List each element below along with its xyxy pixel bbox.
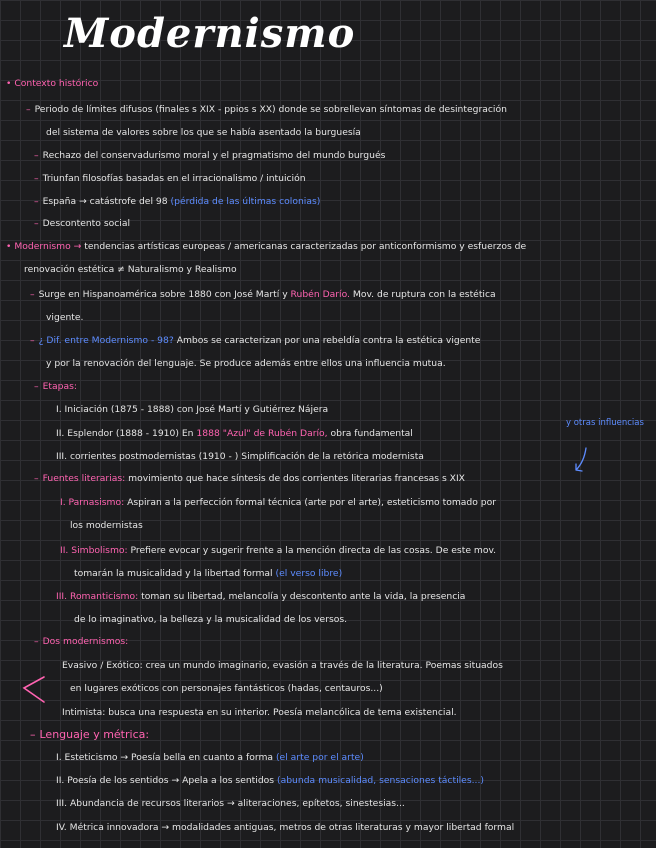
dash-icon: – <box>26 104 31 115</box>
dos-evasivo-cont: en lugares exóticos con personajes fantásticos (hadas, centauros...) <box>70 683 383 694</box>
dos-heading: – Dos modernismos: <box>34 636 129 647</box>
contexto-item: – España → catástrofe del 98 (pérdida de las últimas colonias) <box>34 196 321 207</box>
contexto-heading: • Contexto histórico <box>6 78 99 89</box>
contexto-item-cont: del sistema de valores sobre los que se había asentado la burguesía <box>46 127 361 138</box>
dash-icon: – <box>34 636 39 647</box>
contexto-item: – Rechazo del conservadurismo moral y el pragmatismo del mundo burgués <box>34 150 386 161</box>
parnasismo-cont: los modernistas <box>70 520 143 531</box>
contexto-item: – Periodo de límites difusos (finales s XIX - ppios s XX) donde se sobrellevan síntomas de desintegración <box>26 104 507 115</box>
modernismo-dif-cont: y por la renovación del lenguaje. Se produce además entre ellos una influencia mutua. <box>46 358 446 369</box>
romanticismo: III. Romanticismo: toman su libertad, melancolía y descontento ante la vida, la presencia <box>56 591 466 602</box>
modernismo-surge: – Surge en Hispanoamérica sobre 1880 con José Martí y Rubén Darío. Mov. de ruptura con la estética <box>30 289 496 300</box>
dash-icon: – <box>34 473 39 484</box>
bracket-icon <box>24 677 44 702</box>
fuentes-line: – Fuentes literarias: movimiento que hace síntesis de dos corrientes literarias francesas s XIX <box>34 473 465 484</box>
side-note: y otras influencias <box>566 418 644 428</box>
lenguaje-i: I. Esteticismo → Poesía bella en cuanto a forma (el arte por el arte) <box>56 752 364 763</box>
dash-icon: – <box>30 289 35 300</box>
modernismo-dif: – ¿ Dif. entre Modernismo - 98? Ambos se caracterizan por una rebeldía contra la estética vigente <box>30 335 481 346</box>
simbolismo: II. Simbolismo: Prefiere evocar y sugerir frente a la mención directa de las cosas. De este mov. <box>60 545 497 556</box>
dash-icon: – <box>30 335 35 346</box>
dash-icon: – <box>30 728 36 741</box>
modernismo-def-cont: renovación estética ≠ Naturalismo y Realismo <box>24 264 237 275</box>
lenguaje-heading: – Lenguaje y métrica: <box>30 728 150 741</box>
arrow-icon <box>576 448 586 471</box>
lenguaje-ii: II. Poesía de los sentidos → Apela a los sentidos (abunda musicalidad, sensaciones táctiles...) <box>56 775 484 786</box>
etapa-iii: III. corrientes postmodernistas (1910 - ) Simplificación de la retórica modernista <box>56 451 424 462</box>
dash-icon: – <box>34 196 39 207</box>
dos-intimista: Intimista: busca una respuesta en su interior. Poesía melancólica de tema existencial. <box>62 707 457 718</box>
bullet-icon: • <box>6 241 15 252</box>
contexto-item: – Triunfan filosofías basadas en el irracionalismo / intuición <box>34 173 306 184</box>
dash-icon: – <box>34 150 39 161</box>
simbolismo-cont: tomarán la musicalidad y la libertad formal (el verso libre) <box>74 568 343 579</box>
romanticismo-cont: de lo imaginativo, la belleza y la musicalidad de los versos. <box>74 614 348 625</box>
lenguaje-iii: III. Abundancia de recursos literarios → aliteraciones, epítetos, sinestesias... <box>56 798 405 809</box>
lenguaje-iv: IV. Métrica innovadora → modalidades antiguas, metros de otras literaturas y mayor libertad formal <box>56 822 515 833</box>
etapa-ii: II. Esplendor (1888 - 1910) En 1888 "Azul" de Rubén Darío, obra fundamental <box>56 428 413 439</box>
bullet-icon: • <box>6 78 15 89</box>
dash-icon: – <box>34 218 39 229</box>
contexto-item: – Descontento social <box>34 218 131 229</box>
modernismo-surge-cont: vigente. <box>46 312 84 323</box>
modernismo-def: • Modernismo → tendencias artísticas europeas / americanas caracterizadas por anticonformismo y esfuerzos de <box>6 241 527 252</box>
dos-evasivo: Evasivo / Exótico: crea un mundo imaginario, evasión a través de la literatura. Poemas situados <box>62 660 503 671</box>
dash-icon: – <box>34 381 39 392</box>
etapas-heading: – Etapas: <box>34 381 77 392</box>
dash-icon: – <box>34 173 39 184</box>
parnasismo: I. Parnasismo: Aspiran a la perfección formal técnica (arte por el arte), esteticismo tomado por <box>60 497 496 508</box>
page-title: Modernismo <box>64 10 356 57</box>
etapa-i: I. Iniciación (1875 - 1888) con José Martí y Gutiérrez Nájera <box>56 404 329 415</box>
